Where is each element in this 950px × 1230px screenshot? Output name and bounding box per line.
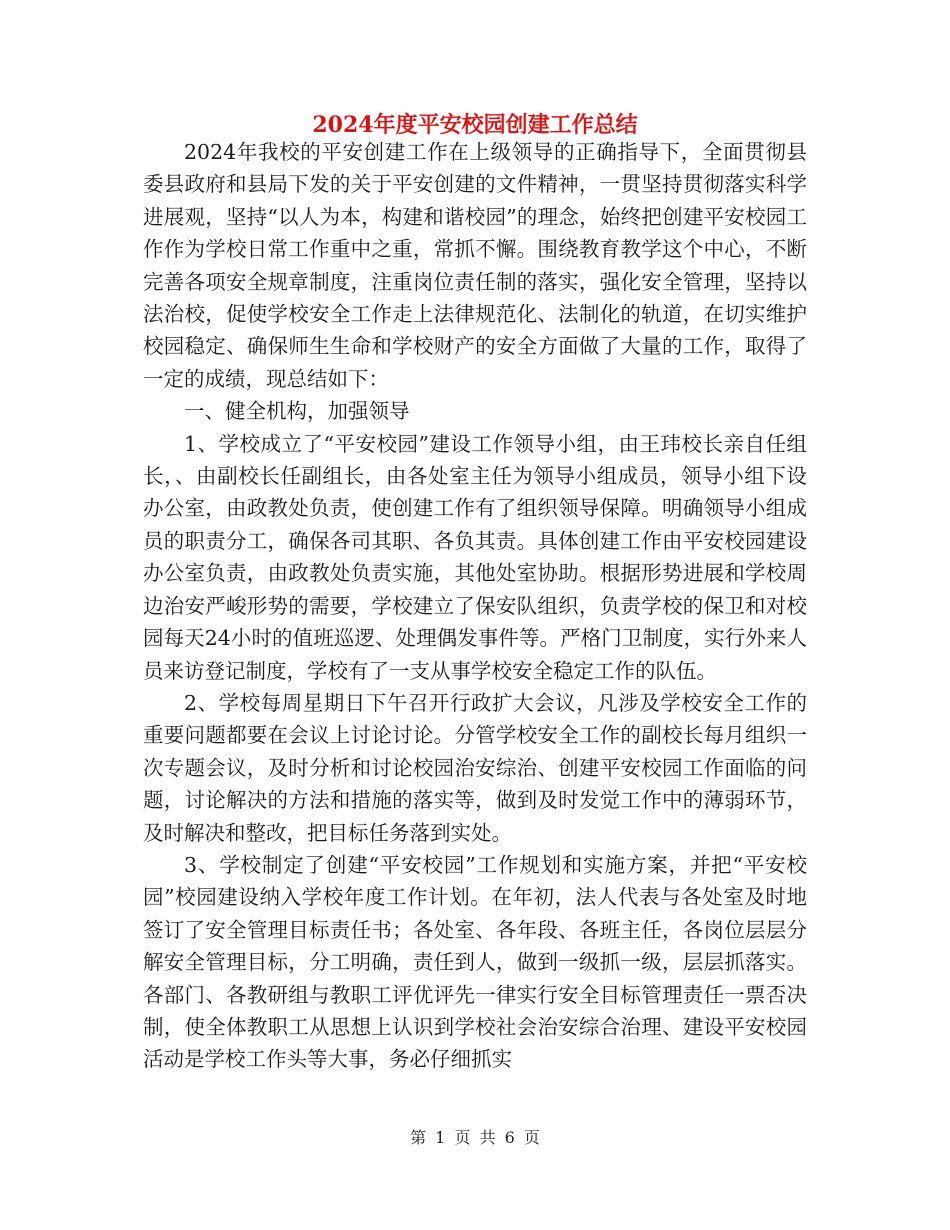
paragraph-item-3: 3、学校制定了创建“平安校园”工作规划和实施方案，并把“平安校园”校园建设纳入学校年度工作计划。在年初，法人代表与各处室及时地签订了安全管理目标责任书；各处室、各年段、各班主任，各岗位层层分解安全管理目标，分工明确，责任到人，做到一级抓一级，层层抓落实。各部门、各教研组与教职工评优评先一律实行安全目标管理责任一票否决制，使全体教职工从思想上认识到学校社会治安综合治理、建设平安校园活动是学校工作头等大事，务必仔细抓实	[143, 852, 807, 1072]
paragraph-item-1: 1、学校成立了“平安校园”建设工作领导小组，由王玮校长亲自任组长，、由副校长任副组长，由各处室主任为领导小组成员，领导小组下设办公室，由政教处负责，使创建工作有了组织领导保障。明确领导小组成员的职责分工，确保各司其职、各负其责。具体创建工作由平安校园建设办公室负责，由政教处负责实施，其他处室协助。根据形势进展和学校周边治安严峻形势的需要，学校建立了保安队组织，负责学校的保卫和对校园每天24小时的值班巡逻、处理偶发事件等。严格门卫制度，实行外来人员来访登记制度，学校有了一支从事学校安全稳定工作的队伍。	[143, 431, 807, 683]
paragraph-item-2: 2、学校每周星期日下午召开行政扩大会议，凡涉及学校安全工作的重要问题都要在会议上讨论讨论。分管学校安全工作的副校长每月组织一次专题会议，及时分析和讨论校园治安综治、创建平安校园工作面临的问题，讨论解决的方法和措施的落实等，做到及时发觉工作中的薄弱环节，及时解决和整改，把目标任务落到实处。	[143, 690, 807, 845]
document-title: 2024年度平安校园创建工作总结	[312, 112, 638, 138]
page-footer: 第 1 页 共 6 页	[410, 1128, 540, 1147]
section-heading: 一、健全机构，加强领导	[184, 399, 410, 424]
document-body	[143, 136, 807, 1076]
paragraph-intro: 2024年我校的平安创建工作在上级领导的正确指导下，全面贯彻县委县政府和县局下发的关于平安创建的文件精神，一贯坚持贯彻落实科学进展观，坚持“以人为本，构建和谐校园”的理念，始终把创建平安校园工作作为学校日常工作重中之重，常抓不懈。围绕教育教学这个中心，不断完善各项安全规章制度，注重岗位责任制的落实，强化安全管理，坚持以法治校，促使学校安全工作走上法律规范化、法制化的轨道，在切实维护校园稳定、确保师生生命和学校财产的安全方面做了大量的工作，取得了一定的成绩，现总结如下：	[143, 140, 807, 391]
